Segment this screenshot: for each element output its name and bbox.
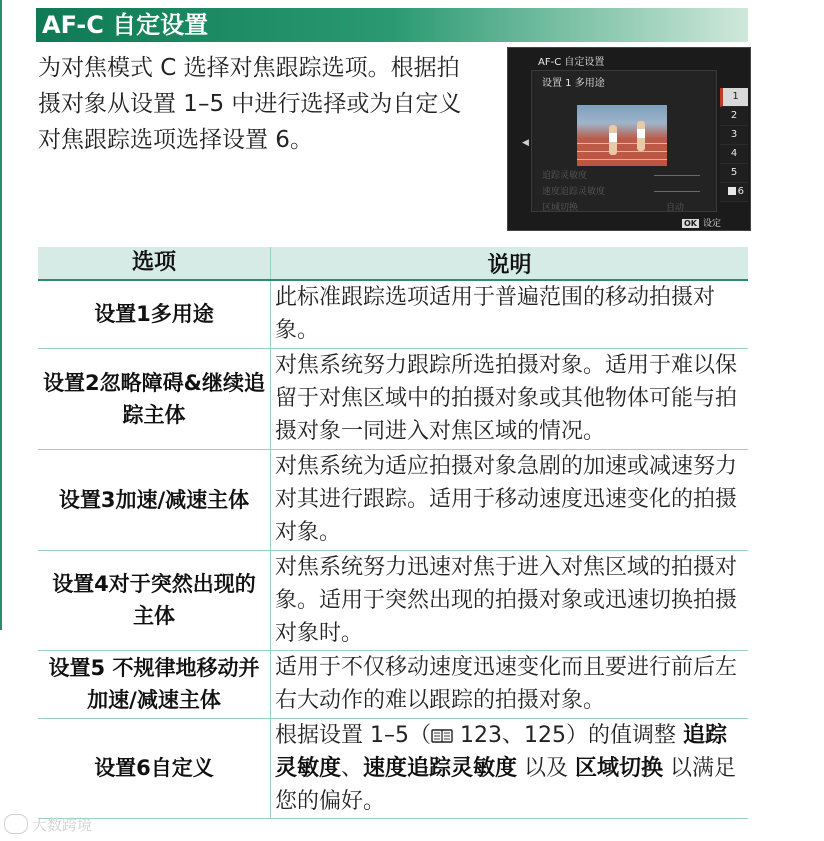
term-tracking-sensitivity: 追踪灵敏度 xyxy=(275,722,727,781)
section-title: AF-C 自定设置 xyxy=(42,11,209,39)
runner-figure xyxy=(609,125,617,155)
desc-text-end: 以满足您的偏好。 xyxy=(275,755,737,814)
camera-tab-4: 4 xyxy=(720,145,748,164)
ok-key-icon: OK xyxy=(684,219,697,228)
camera-tab-2: 2 xyxy=(720,107,748,126)
term-zone-switching: 区域切换 xyxy=(575,755,664,781)
camera-zone-value: 自动 xyxy=(666,203,685,213)
table-row xyxy=(38,718,748,818)
table-header-row xyxy=(38,247,748,280)
runner-figure xyxy=(637,121,645,151)
camera-tab-3: 3 xyxy=(720,126,748,145)
camera-tab-6 xyxy=(720,183,748,202)
option-cell: 设置4对于突然出现的主体 xyxy=(38,550,271,650)
slider-icon xyxy=(654,175,700,176)
sample-photo-runners xyxy=(577,105,667,166)
option-cell: 设置2忽略障碍&继续追踪主体 xyxy=(38,348,271,449)
ok-label: 设定 xyxy=(703,219,722,229)
camera-tab-6-label: 6 xyxy=(737,186,744,197)
term-speed-tracking-sensitivity: 速度追踪灵敏度 xyxy=(363,755,518,781)
options-table xyxy=(38,247,748,819)
desc-sep: 、 xyxy=(341,755,364,781)
camera-menu-subtitle: 设置 1 多用途 xyxy=(542,78,605,89)
table-row xyxy=(38,449,748,550)
desc-sep: 以及 xyxy=(517,755,576,781)
intro-paragraph: 为对焦模式 C 选择对焦跟踪选项。根据拍摄对象从设置 1–5 中进行选择或为自定义对焦跟踪选项选择设置 6。 xyxy=(38,55,462,153)
camera-param-zone-switching: 区域切换 xyxy=(542,203,579,213)
page-edge-rule xyxy=(0,0,2,630)
table-row xyxy=(38,650,748,718)
table-row xyxy=(38,348,748,449)
table-row xyxy=(38,280,748,348)
description-cell: 此标准跟踪选项适用于普遍范围的移动拍摄对象。 xyxy=(271,280,749,348)
header-option: 选项 xyxy=(38,247,271,280)
description-cell: 对焦系统努力跟踪所选拍摄对象。适用于难以保留于对焦区域中的拍摄对象或其他物体可能与拍摄对象一同进入对焦区域的情况。 xyxy=(271,348,749,449)
description-cell: 对焦系统为适应拍摄对象急剧的加速或减速努力对其进行跟踪。适用于移动速度迅速变化的拍摄对象。 xyxy=(271,449,749,550)
book-reference-icon xyxy=(431,729,453,743)
slider-icon xyxy=(654,191,700,192)
desc-text: 根据设置 1–5（ xyxy=(275,722,431,748)
header-description: 说明 xyxy=(271,247,749,280)
camera-param-tracking-sensitivity: 追踪灵敏度 xyxy=(542,171,588,181)
watermark-text: 大数跨境 xyxy=(32,816,93,834)
table-row xyxy=(38,550,748,650)
option-cell: 设置1多用途 xyxy=(38,280,271,348)
camera-menu-title: AF-C 自定设置 xyxy=(538,57,605,68)
camera-tab-5: 5 xyxy=(720,164,748,183)
camera-screen-illustration xyxy=(507,47,751,231)
watermark-logo-icon xyxy=(4,814,28,834)
page-refs: 123、125）的值调整 xyxy=(453,722,683,748)
watermark xyxy=(4,814,92,835)
left-arrow-icon: ◀ xyxy=(522,138,529,148)
description-cell: 对焦系统努力迅速对焦于进入对焦区域的拍摄对象。适用于突然出现的拍摄对象或迅速切换拍摄对象时。 xyxy=(271,550,749,650)
edit-icon xyxy=(728,187,736,195)
section-header-bar xyxy=(36,8,748,42)
description-cell xyxy=(271,718,749,818)
description-cell: 适用于不仅移动速度迅速变化而且要进行前后左右大动作的难以跟踪的拍摄对象。 xyxy=(271,650,749,718)
option-cell: 设置3加速/减速主体 xyxy=(38,449,271,550)
camera-set-tabs xyxy=(720,88,748,202)
option-cell: 设置5 不规律地移动并加速/减速主体 xyxy=(38,650,271,718)
camera-param-speed-sensitivity: 速度追踪灵敏度 xyxy=(542,187,606,197)
option-cell: 设置6自定义 xyxy=(38,718,271,818)
camera-ok-hint xyxy=(682,216,721,229)
camera-tab-1: 1 xyxy=(720,88,748,107)
